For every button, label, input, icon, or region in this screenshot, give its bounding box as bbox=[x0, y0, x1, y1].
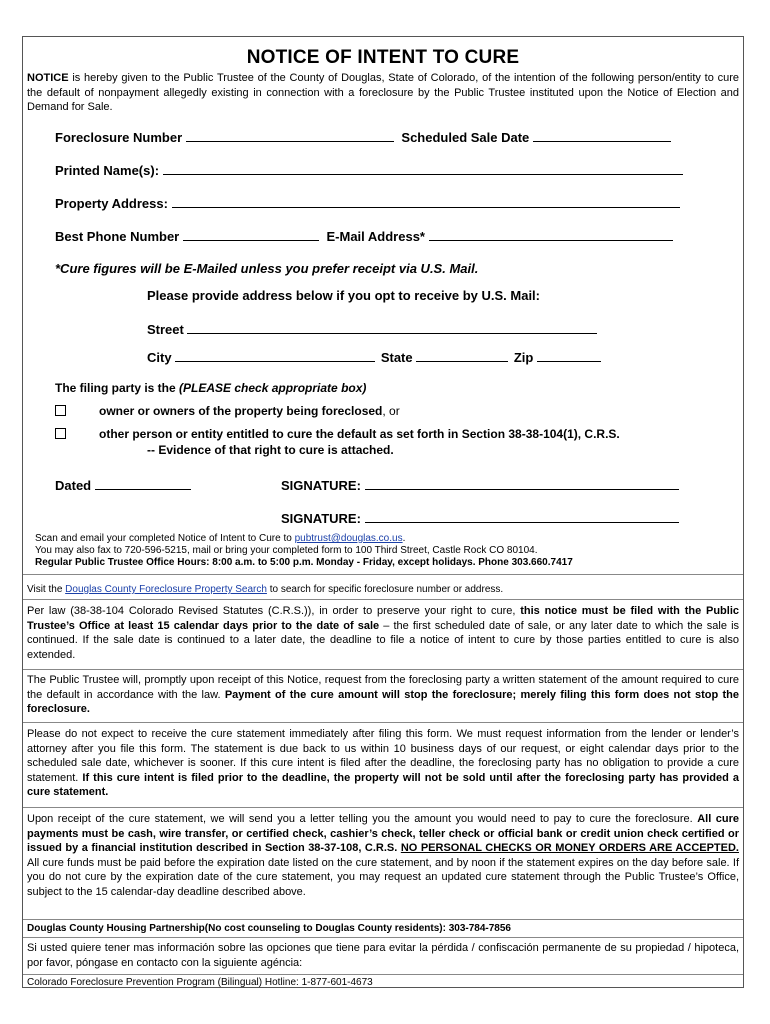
state-input[interactable] bbox=[416, 349, 508, 362]
office-hours: Regular Public Trustee Office Hours: 8:00 a.m. to 5:00 p.m. Monday - Friday, except holidays. Phone 303.660.7417 bbox=[35, 557, 573, 568]
law-paragraph bbox=[27, 604, 739, 662]
divider bbox=[23, 974, 743, 975]
trustee-text-a: The Public Trustee will, promptly upon receipt of this Notice, request from the foreclosing party a written statement of the amount required to cure the default in accordance with the law. bbox=[27, 674, 739, 701]
filing-prompt bbox=[55, 381, 366, 395]
property-address-input[interactable] bbox=[172, 195, 680, 208]
signature-input-2[interactable] bbox=[365, 510, 679, 523]
signature-input-1[interactable] bbox=[365, 477, 679, 490]
other-party-checkbox[interactable] bbox=[55, 428, 66, 439]
cure-note: *Cure figures will be E-Mailed unless you prefer receipt via U.S. Mail. bbox=[55, 261, 479, 276]
signature-label-2: SIGNATURE: bbox=[281, 511, 361, 526]
divider bbox=[23, 574, 743, 575]
city-label: City bbox=[147, 350, 172, 365]
intro-text: is hereby given to the Public Trustee of the County of Douglas, State of Colorado, of the intention of the following person/entity to cure the default of nonpayment allegedly existing in connection with a foreclosure by the Public Trustee instituted upon the Notice of Election and Demand for Sale. bbox=[27, 72, 739, 113]
filing-prompt-italic: (PLEASE check appropriate box) bbox=[179, 381, 367, 395]
divider bbox=[23, 919, 743, 920]
fax-line: You may also fax to 720-596-5215, mail or bring your completed form to 100 Third Street, Castle Rock CO 80104. bbox=[35, 545, 538, 556]
law-text-bold: this notice must be filed with the Public Trustee’s Office at least 15 calendar days prior to the date of sale bbox=[27, 605, 740, 632]
option-other-row bbox=[55, 427, 620, 441]
scan-text: Scan and email your completed Notice of Intent to Cure to bbox=[35, 533, 295, 544]
option-owner-text bbox=[99, 404, 400, 418]
spanish-paragraph: Si usted quiere tener mas información sobre las opciones que tiene para evitar la pérdida / confiscación permanente de su propiedad / hipoteca, por favor, póngase en contacto con la siguiente agéncia: bbox=[27, 942, 739, 969]
law-text-c: – the first scheduled date of sale, or any later date to which the sale is continued. If the sale date is continued to a later date, the deadline to file a notice of intent to cure by those parties entitled to cure is also extended. bbox=[27, 619, 740, 661]
law-text-a: Per law (38-38-104 Colorado Revised Statutes (C.R.S.)), in order to preserve your right to cure, bbox=[27, 605, 521, 617]
option-other-label: other person or entity entitled to cure the default as set forth in Section 38-38-104(1), C.R.S. bbox=[99, 427, 620, 441]
printed-names-label: Printed Name(s): bbox=[55, 163, 160, 178]
contact-block bbox=[35, 533, 747, 569]
email-label: E-Mail Address* bbox=[326, 229, 425, 244]
foreclosure-number-label: Foreclosure Number bbox=[55, 130, 183, 145]
zip-input[interactable] bbox=[537, 349, 601, 362]
trustee-text-bold: Payment of the cure amount will stop the foreclosure; merely filing this form does not stop the foreclosure. bbox=[27, 688, 739, 715]
option-other-evidence: -- Evidence of that right to cure is attached. bbox=[147, 443, 394, 457]
visit-pre: Visit the bbox=[27, 584, 66, 595]
intro-lead: NOTICE bbox=[27, 72, 69, 84]
signature-row-2 bbox=[281, 510, 679, 526]
street-input[interactable] bbox=[187, 321, 597, 334]
foreclosure-row bbox=[55, 129, 671, 145]
property-address-row bbox=[55, 195, 680, 211]
city-row bbox=[147, 349, 601, 365]
visit-line bbox=[27, 583, 739, 596]
printed-names-input[interactable] bbox=[163, 162, 683, 175]
payment-text-underlined: NO PERSONAL CHECKS OR MONEY ORDERS ARE ACCEPTED. bbox=[400, 842, 739, 854]
city-input[interactable] bbox=[175, 349, 375, 362]
payment-paragraph bbox=[27, 812, 739, 899]
dated-row bbox=[55, 477, 191, 493]
payment-text-bold: All cure payments must be cash, wire transfer, or certified check, cashier’s check, teller check or official bank or credit union check certified or issued by a financial institution described in Section 38-37-108, C.R.S. bbox=[27, 813, 739, 854]
state-label: State bbox=[380, 350, 413, 365]
expect-paragraph bbox=[27, 727, 739, 800]
page-title: NOTICE OF INTENT TO CURE bbox=[246, 47, 520, 68]
scan-tail: . bbox=[402, 533, 406, 544]
divider bbox=[23, 669, 743, 670]
intro-paragraph bbox=[27, 71, 739, 115]
option-owner-tail: , or bbox=[382, 404, 400, 418]
best-phone-label: Best Phone Number bbox=[55, 229, 180, 244]
best-phone-input[interactable] bbox=[183, 228, 319, 241]
expect-text-a: Please do not expect to receive the cure statement immediately after filing this form. We must request information from the lender or lender’s attorney after you file this form. The statement is due back to us within 10 business days of our request, or eight calendar days prior to the scheduled sale date, whichever is sooner. If this cure intent is filed after the deadline, the foreclosing party has no obligation to provide a cure statement. bbox=[27, 728, 739, 784]
trustee-paragraph bbox=[27, 673, 739, 717]
dated-input[interactable] bbox=[95, 477, 191, 490]
divider bbox=[23, 807, 743, 808]
option-owner-label: owner or owners of the property being foreclosed bbox=[99, 404, 383, 418]
email-link[interactable]: pubtrust@douglas.co.us bbox=[294, 533, 403, 544]
mail-prompt: Please provide address below if you opt to receive by U.S. Mail: bbox=[147, 288, 541, 303]
property-address-label: Property Address: bbox=[55, 196, 168, 211]
scan-line bbox=[35, 533, 747, 545]
filing-prompt-lead: The filing party is the bbox=[55, 381, 180, 395]
payment-text-a: Upon receipt of the cure statement, we will send you a letter telling you the amount you would need to pay to cure the foreclosure. bbox=[27, 813, 698, 825]
scheduled-sale-date-input[interactable] bbox=[533, 129, 671, 142]
divider bbox=[23, 599, 743, 600]
printed-names-row bbox=[55, 162, 683, 178]
divider bbox=[23, 722, 743, 723]
dated-label: Dated bbox=[55, 478, 92, 493]
street-row bbox=[147, 321, 597, 337]
housing-line: Douglas County Housing Partnership(No cost counseling to Douglas County residents): 303-784-7856 bbox=[27, 923, 511, 934]
payment-text-d: All cure funds must be paid before the expiration date listed on the cure statement, and by noon if the statement expires on the day before sale. If you do not cure by the expiration date of the cure statement, you may request an updated cure statement through the Public Trustee’s Office, subject to the 15 calendar-day deadline described above. bbox=[27, 856, 739, 898]
divider bbox=[23, 937, 743, 938]
signature-row-1 bbox=[281, 477, 679, 493]
option-owner-row bbox=[55, 404, 400, 418]
visit-post: to search for specific foreclosure number or address. bbox=[266, 584, 504, 595]
foreclosure-number-input[interactable] bbox=[186, 129, 394, 142]
street-label: Street bbox=[147, 322, 184, 337]
owner-checkbox[interactable] bbox=[55, 405, 66, 416]
contact-row bbox=[55, 228, 673, 244]
zip-label: Zip bbox=[513, 350, 534, 365]
property-search-link[interactable]: Douglas County Foreclosure Property Search bbox=[65, 584, 267, 595]
hotline-line: Colorado Foreclosure Prevention Program (Bilingual) Hotline: 1-877-601-4673 bbox=[27, 977, 373, 988]
signature-label-1: SIGNATURE: bbox=[281, 478, 361, 493]
scheduled-sale-date-label: Scheduled Sale Date bbox=[401, 130, 530, 145]
email-input[interactable] bbox=[429, 228, 673, 241]
notice-form bbox=[22, 36, 744, 988]
expect-text-bold: If this cure intent is filed prior to the deadline, the property will not be sold until after the foreclosing party has provided a cure statement. bbox=[27, 771, 739, 798]
